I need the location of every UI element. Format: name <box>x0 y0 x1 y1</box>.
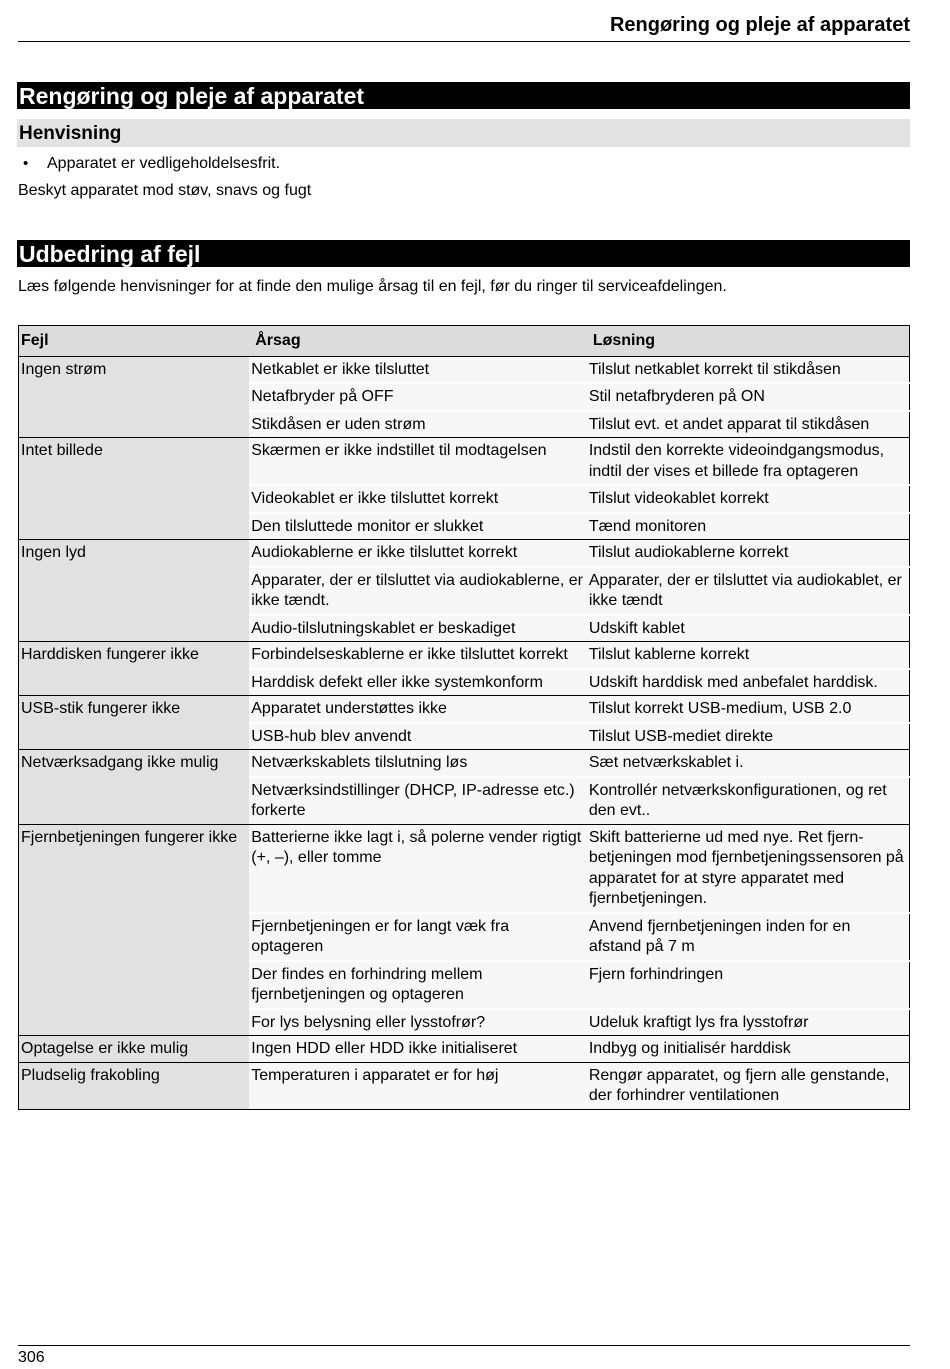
protect-text: Beskyt apparatet mod støv, snavs og fugt <box>18 182 312 199</box>
solution-cell: Sæt netværkskablet i. <box>587 750 910 777</box>
cause-cell: Der findes en forhindring mellem fjernbetjeningen og optageren <box>249 961 587 1009</box>
solution-cell: Tænd monitoren <box>587 513 910 540</box>
cause-cell: Stikdåsen er uden strøm <box>249 411 587 438</box>
fault-cell: Optagelse er ikke mulig <box>19 1036 250 1063</box>
cause-cell: USB-hub blev anvendt <box>249 723 587 750</box>
solution-cell: Apparater, der er tilsluttet via audiokablet, er ikke tændt <box>587 567 910 615</box>
section-title-cleaning: Rengøring og pleje af apparatet <box>17 82 910 109</box>
table-row <box>19 1036 910 1063</box>
cause-cell: Audiokablerne er ikke tilsluttet korrekt <box>249 540 587 567</box>
fault-cell: Ingen lyd <box>19 540 250 642</box>
table-row <box>19 356 910 383</box>
solution-cell: Tilslut USB-mediet direkte <box>587 723 910 750</box>
solution-cell: Tilslut netkablet korrekt til stikdåsen <box>587 356 910 383</box>
solution-cell: Kontrollér netværkskonfigurationen, og ret den evt.. <box>587 777 910 825</box>
troubleshooting-table <box>18 325 910 1110</box>
cause-cell: Apparatet understøttes ikke <box>249 696 587 723</box>
solution-cell: Tilslut korrekt USB-medium, USB 2.0 <box>587 696 910 723</box>
bullet-text: Apparatet er vedligeholdelsesfrit. <box>47 155 281 172</box>
fault-cell: Harddisken fungerer ikke <box>19 642 250 696</box>
solution-cell: Tilslut audiokablerne korrekt <box>587 540 910 567</box>
solution-cell: Anvend fjernbetjeningen inden for en afstand på 7 m <box>587 913 910 961</box>
solution-cell: Udskift harddisk med anbefalet harddisk. <box>587 669 910 696</box>
bullet-icon: • <box>23 155 29 172</box>
fault-cell: Netværksadgang ikke mulig <box>19 750 250 825</box>
cause-cell: Ingen HDD eller HDD ikke initialiseret <box>249 1036 587 1063</box>
subheading-note: Henvisning <box>17 119 910 147</box>
cause-cell: Fjernbetjeningen er for langt væk fra optageren <box>249 913 587 961</box>
fault-cell: Intet billede <box>19 438 250 540</box>
solution-cell: Udeluk kraftigt lys fra lysstofrør <box>587 1009 910 1036</box>
header-fault: Fejl <box>19 326 250 357</box>
solution-cell: Tilslut kablerne korrekt <box>587 642 910 669</box>
page-header <box>18 12 910 42</box>
solution-cell: Indstil den korrekte videoindgangsmodus, indtil der vises et billede fra optageren <box>587 438 910 486</box>
solution-cell: Udskift kablet <box>587 615 910 642</box>
cause-cell: For lys belysning eller lysstofrør? <box>249 1009 587 1036</box>
page-header-title: Rengøring og pleje af apparatet <box>609 14 910 36</box>
cause-cell: Skærmen er ikke indstillet til modtagelsen <box>249 438 587 486</box>
cause-cell: Audio-tilslutningskablet er beskadiget <box>249 615 587 642</box>
header-cause: Årsag <box>249 326 587 357</box>
solution-cell: Skift batterierne ud med nye. Ret fjern-betjeningen mod fjernbetjeningssensoren på apparatet for at styre apparatet med fjernbetjeningen. <box>587 824 910 913</box>
header-solution: Løsning <box>587 326 910 357</box>
fault-cell: USB-stik fungerer ikke <box>19 696 250 750</box>
table-row <box>19 642 910 669</box>
fault-cell: Ingen strøm <box>19 356 250 438</box>
cause-cell: Netværkskablets tilslutning løs <box>249 750 587 777</box>
solution-cell: Fjern forhindringen <box>587 961 910 1009</box>
cause-cell: Harddisk defekt eller ikke systemkonform <box>249 669 587 696</box>
footer-divider <box>18 1345 910 1346</box>
cause-cell: Videokablet er ikke tilsluttet korrekt <box>249 485 587 513</box>
table-header-row <box>19 326 910 357</box>
fault-cell: Pludselig frakobling <box>19 1062 250 1109</box>
intro-text: Læs følgende henvisninger for at finde den mulige årsag til en fejl, før du ringer til serviceafdelingen. <box>18 278 727 295</box>
cause-cell: Apparater, der er tilsluttet via audiokablerne, er ikke tændt. <box>249 567 587 615</box>
cause-cell: Netværksindstillinger (DHCP, IP-adresse etc.) forkerte <box>249 777 587 825</box>
solution-cell: Indbyg og initialisér harddisk <box>587 1036 910 1063</box>
cause-cell: Netafbryder på OFF <box>249 383 587 411</box>
solution-cell: Tilslut videokablet korrekt <box>587 485 910 513</box>
solution-cell: Stil netafbryderen på ON <box>587 383 910 411</box>
cause-cell: Batterierne ikke lagt i, så polerne vender rigtigt (+, –), eller tomme <box>249 824 587 913</box>
table-row <box>19 438 910 486</box>
table-row <box>19 750 910 777</box>
table-row <box>19 824 910 913</box>
cause-cell: Netkablet er ikke tilsluttet <box>249 356 587 383</box>
section-title-troubleshooting: Udbedring af fejl <box>17 240 910 267</box>
table-row <box>19 540 910 567</box>
solution-cell: Tilslut evt. et andet apparat til stikdåsen <box>587 411 910 438</box>
cause-cell: Den tilsluttede monitor er slukket <box>249 513 587 540</box>
fault-cell: Fjernbetjeningen fungerer ikke <box>19 824 250 1036</box>
solution-cell: Rengør apparatet, og fjern alle genstande, der forhindrer ventilationen <box>587 1062 910 1109</box>
table-row <box>19 696 910 723</box>
table-row <box>19 1062 910 1109</box>
cause-cell: Temperaturen i apparatet er for høj <box>249 1062 587 1109</box>
cause-cell: Forbindelseskablerne er ikke tilsluttet korrekt <box>249 642 587 669</box>
page-number: 306 <box>18 1349 45 1366</box>
